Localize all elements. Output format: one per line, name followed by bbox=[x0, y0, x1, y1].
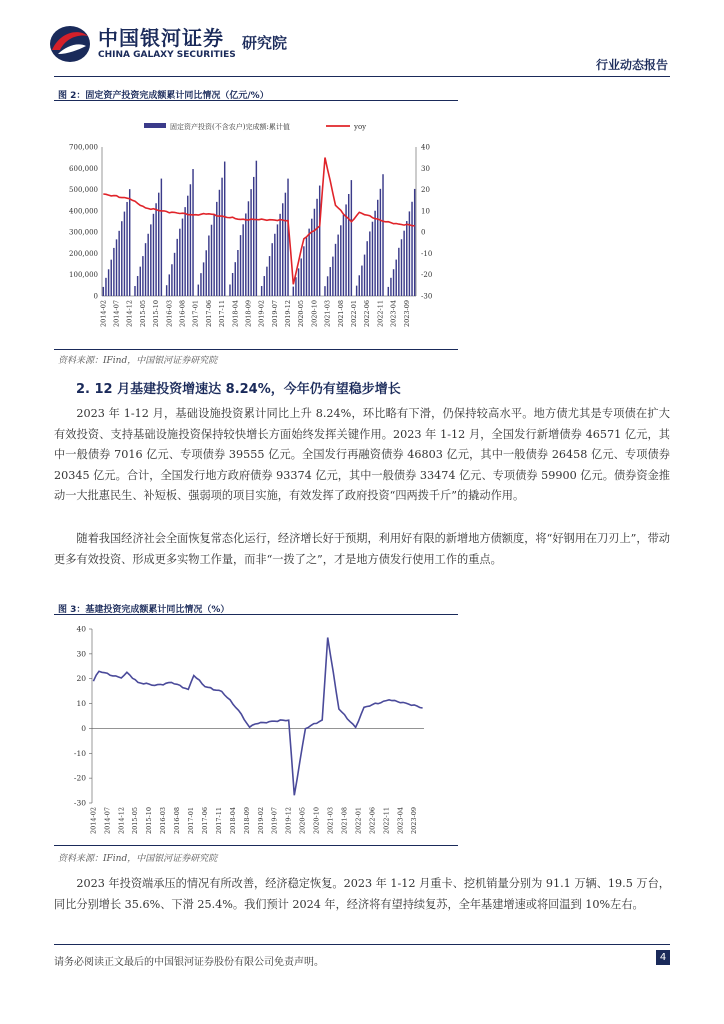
investment-bar bbox=[348, 194, 349, 296]
investment-bar bbox=[256, 161, 257, 296]
right-tick-label: 10 bbox=[421, 207, 430, 216]
investment-bar bbox=[414, 189, 415, 296]
investment-bar bbox=[345, 204, 346, 296]
investment-bar bbox=[248, 201, 249, 296]
x-tick-label: 2020-05 bbox=[297, 300, 306, 328]
investment-bar bbox=[314, 209, 315, 296]
investment-bar bbox=[184, 207, 185, 296]
investment-bar bbox=[153, 214, 154, 296]
investment-bar bbox=[140, 267, 141, 296]
investment-bar bbox=[374, 211, 375, 296]
investment-bar bbox=[145, 243, 146, 296]
investment-bar bbox=[300, 258, 301, 296]
investment-bar bbox=[316, 199, 317, 296]
x-tick-label: 2016-03 bbox=[165, 300, 174, 328]
header-divider bbox=[54, 76, 670, 77]
investment-bar bbox=[274, 234, 275, 296]
left-tick-label: 200,000 bbox=[69, 249, 98, 258]
investment-bar bbox=[213, 214, 214, 296]
investment-bar bbox=[359, 275, 360, 296]
investment-bar bbox=[406, 221, 407, 296]
investment-bar bbox=[337, 235, 338, 296]
left-tick-label: 100,000 bbox=[69, 271, 98, 280]
investment-bar bbox=[129, 189, 130, 296]
left-tick-label: 700,000 bbox=[69, 143, 98, 152]
investment-bar bbox=[116, 239, 117, 296]
x-tick-label: 2021-08 bbox=[340, 807, 349, 835]
figure2-box bbox=[54, 100, 458, 350]
left-tick-label: 600,000 bbox=[69, 164, 98, 173]
investment-bar bbox=[380, 189, 381, 296]
y-tick-label: -10 bbox=[73, 748, 86, 758]
investment-bar bbox=[147, 234, 148, 296]
right-tick-label: -10 bbox=[421, 249, 433, 258]
x-tick-label: 2018-04 bbox=[228, 807, 237, 835]
right-tick-label: -20 bbox=[421, 271, 433, 280]
x-tick-label: 2014-02 bbox=[99, 300, 108, 328]
y-tick-label: 30 bbox=[76, 649, 86, 659]
investment-bar bbox=[293, 287, 294, 296]
investment-bar bbox=[393, 269, 394, 296]
investment-bar bbox=[306, 237, 307, 296]
x-tick-label: 2022-06 bbox=[363, 300, 372, 328]
investment-bar bbox=[108, 269, 109, 296]
y-tick-label: -30 bbox=[73, 798, 86, 808]
investment-bar bbox=[200, 273, 201, 296]
infrastructure-investment-chart bbox=[54, 615, 458, 845]
investment-bar bbox=[155, 203, 156, 296]
x-tick-label: 2019-02 bbox=[256, 807, 265, 835]
investment-bar bbox=[245, 213, 246, 296]
x-tick-label: 2019-12 bbox=[284, 807, 293, 835]
investment-bar bbox=[179, 229, 180, 296]
right-tick-label: 0 bbox=[421, 228, 426, 237]
institute-label: 研究院 bbox=[242, 34, 288, 52]
x-tick-label: 2015-10 bbox=[152, 300, 161, 328]
investment-bar bbox=[126, 202, 127, 296]
x-tick-label: 2017-06 bbox=[204, 300, 213, 328]
y-tick-label: 0 bbox=[81, 723, 86, 733]
investment-bar bbox=[206, 250, 207, 296]
investment-bar bbox=[250, 189, 251, 296]
paragraph-1 bbox=[54, 404, 670, 507]
x-tick-label: 2017-11 bbox=[214, 807, 223, 835]
x-tick-label: 2017-01 bbox=[191, 300, 200, 328]
company-logo bbox=[48, 22, 308, 66]
x-tick-label: 2014-07 bbox=[112, 300, 121, 328]
right-tick-label: 30 bbox=[421, 164, 430, 173]
investment-bar bbox=[182, 219, 183, 296]
x-tick-label: 2022-06 bbox=[368, 807, 377, 835]
x-tick-label: 2022-11 bbox=[382, 807, 391, 835]
paragraph-1-text: 2023 年 1-12 月，基础设施投资累计同比上升 8.24%，环比略有下滑，仍保持较高水平。地方债尤其是专项债在扩大有效投资、支持基础设施投资保持较快增长方面始终发挥关键作用。2023 年 1-12 月，全国发行新增债券 46571 亿元，其中一般债券 7016 亿元、专项债券 39555 亿元。全国发行再融资债券 46803 亿元，其中一般债券 26458 亿元、专项债券 20345 亿元。合计，全国发行地方政府债券 93374 亿元，其中一般债券 33474 亿元、专项债券 59900 亿元。债券资金推动一大批惠民生、补短板、强弱项的项目实施，有效发挥了政府投资“四两拨千斤”的撬动作用。 bbox=[54, 407, 670, 502]
x-tick-label: 2020-10 bbox=[312, 807, 321, 835]
investment-bar bbox=[298, 268, 299, 296]
investment-bar bbox=[388, 287, 389, 296]
investment-bar bbox=[271, 243, 272, 296]
investment-bar bbox=[266, 267, 267, 296]
figure2-title: 图 2：固定资产投资完成额累计同比情况（亿元/%） bbox=[58, 91, 269, 101]
x-tick-label: 2016-08 bbox=[178, 300, 187, 328]
investment-bar bbox=[208, 235, 209, 296]
x-tick-label: 2023-09 bbox=[410, 807, 419, 835]
x-tick-label: 2016-03 bbox=[159, 807, 168, 835]
left-tick-label: 300,000 bbox=[69, 228, 98, 237]
investment-bar bbox=[361, 266, 362, 296]
x-tick-label: 2021-08 bbox=[336, 300, 345, 328]
fixed-asset-investment-chart bbox=[54, 101, 458, 349]
x-tick-label: 2017-11 bbox=[218, 300, 227, 328]
investment-bar bbox=[142, 256, 143, 296]
y-tick-label: -20 bbox=[73, 773, 86, 783]
investment-bar bbox=[187, 196, 188, 296]
investment-bar bbox=[174, 253, 175, 296]
investment-bar bbox=[190, 184, 191, 296]
investment-bar bbox=[192, 169, 193, 296]
investment-bar bbox=[340, 225, 341, 296]
figure3-title: 图 3：基建投资完成额累计同比情况（%） bbox=[58, 605, 230, 615]
investment-bar bbox=[221, 178, 222, 296]
x-tick-label: 2020-05 bbox=[298, 807, 307, 835]
investment-bar bbox=[332, 257, 333, 296]
investment-bar bbox=[327, 276, 328, 296]
investment-bar bbox=[351, 180, 352, 296]
footer-divider bbox=[54, 944, 670, 945]
x-tick-label: 2021-03 bbox=[326, 807, 335, 835]
figure2-source: 资料来源：IFind，中国银河证券研究院 bbox=[58, 356, 218, 366]
investment-bar bbox=[113, 248, 114, 296]
x-tick-label: 2023-09 bbox=[402, 300, 411, 328]
x-tick-label: 2023-04 bbox=[389, 300, 398, 328]
galaxy-logo-icon bbox=[48, 24, 92, 64]
figure3-source: 资料来源：IFind，中国银河证券研究院 bbox=[58, 854, 218, 864]
left-tick-label: 0 bbox=[93, 292, 98, 301]
x-tick-label: 2014-12 bbox=[117, 807, 126, 835]
investment-bar bbox=[398, 248, 399, 296]
investment-bar bbox=[169, 274, 170, 296]
x-tick-label: 2014-12 bbox=[125, 300, 134, 328]
investment-bar bbox=[158, 193, 159, 296]
x-tick-label: 2021-03 bbox=[323, 300, 332, 328]
logo-chinese-name: 中国银河证券 bbox=[98, 26, 224, 50]
investment-bar bbox=[237, 250, 238, 296]
x-tick-label: 2016-08 bbox=[173, 807, 182, 835]
investment-bar bbox=[303, 246, 304, 296]
infra-yoy-line bbox=[93, 638, 422, 796]
investment-bar bbox=[282, 203, 283, 296]
investment-bar bbox=[324, 286, 325, 296]
investment-bar bbox=[211, 225, 212, 296]
investment-bar bbox=[369, 231, 370, 296]
investment-bar bbox=[390, 278, 391, 296]
x-tick-label: 2019-12 bbox=[284, 300, 293, 328]
investment-bar bbox=[330, 267, 331, 296]
figure3-box bbox=[54, 614, 458, 846]
investment-bar bbox=[111, 260, 112, 296]
investment-bar bbox=[203, 262, 204, 296]
investment-bar bbox=[253, 177, 254, 296]
footer-disclaimer: 请务必阅读正文最后的中国银河证券股份有限公司免责声明。 bbox=[54, 957, 324, 968]
x-tick-label: 2018-09 bbox=[242, 807, 251, 835]
paragraph-2 bbox=[54, 529, 670, 570]
x-tick-label: 2017-06 bbox=[200, 807, 209, 835]
investment-bar bbox=[235, 262, 236, 296]
left-tick-label: 500,000 bbox=[69, 186, 98, 195]
investment-bar bbox=[134, 286, 135, 296]
investment-bar bbox=[411, 202, 412, 296]
investment-bar bbox=[356, 286, 357, 296]
investment-bar bbox=[285, 193, 286, 296]
investment-bar bbox=[161, 179, 162, 296]
investment-bar bbox=[395, 260, 396, 296]
investment-bar bbox=[171, 264, 172, 296]
investment-bar bbox=[311, 219, 312, 296]
paragraph-3-text: 2023 年投资端承压的情况有所改善，经济稳定恢复。2023 年 1-12 月重卡、挖机销量分别为 91.1 万辆、19.5 万台，同比分别增长 35.6%、下滑 25.4%。我们预计 2024 年，经济将有望持续复苏，全年基建增速或将回温到 10%左右。 bbox=[54, 877, 670, 911]
investment-bar bbox=[308, 229, 309, 296]
investment-bar bbox=[335, 244, 336, 296]
investment-bar bbox=[366, 241, 367, 296]
legend-bar-label: 固定资产投资(不含农户)完成额:累计值 bbox=[170, 123, 290, 131]
investment-bar bbox=[176, 239, 177, 296]
x-tick-label: 2019-07 bbox=[270, 300, 279, 328]
investment-bar bbox=[401, 239, 402, 296]
investment-bar bbox=[150, 224, 151, 296]
investment-bar bbox=[137, 276, 138, 296]
x-tick-label: 2023-04 bbox=[396, 807, 405, 835]
investment-bar bbox=[295, 277, 296, 296]
investment-bar bbox=[118, 231, 119, 296]
x-tick-label: 2022-01 bbox=[354, 807, 363, 835]
investment-bar bbox=[264, 276, 265, 296]
x-tick-label: 2018-04 bbox=[231, 300, 240, 328]
page-number: 4 bbox=[656, 950, 670, 965]
investment-bar bbox=[232, 273, 233, 296]
investment-bar bbox=[103, 287, 104, 296]
investment-bar bbox=[242, 224, 243, 296]
x-tick-label: 2015-05 bbox=[131, 807, 140, 835]
y-tick-label: 10 bbox=[76, 699, 86, 709]
right-tick-label: 20 bbox=[421, 186, 430, 195]
x-tick-label: 2014-07 bbox=[103, 807, 112, 835]
y-tick-label: 20 bbox=[76, 674, 86, 684]
investment-bar bbox=[377, 200, 378, 296]
investment-bar bbox=[240, 235, 241, 296]
report-type: 行业动态报告 bbox=[595, 58, 668, 72]
paragraph-2-text: 随着我国经济社会全面恢复常态化运行，经济增长好于预期，利用好有限的新增地方债额度，将“好钢用在刀刃上”，带动更多有效投资、形成更多实物工作量，而非“一拨了之”，才是地方债发行使用工作的重点。 bbox=[54, 532, 670, 566]
x-tick-label: 2019-07 bbox=[270, 807, 279, 835]
paragraph-3 bbox=[54, 874, 670, 915]
x-tick-label: 2020-10 bbox=[310, 300, 319, 328]
investment-bar bbox=[364, 255, 365, 296]
investment-bar bbox=[287, 179, 288, 296]
investment-bar bbox=[105, 278, 106, 296]
legend-bar-swatch bbox=[144, 123, 166, 128]
x-tick-label: 2022-01 bbox=[349, 300, 358, 328]
investment-bar bbox=[279, 214, 280, 296]
investment-bar bbox=[224, 162, 225, 296]
right-tick-label: -30 bbox=[421, 292, 433, 301]
section-heading: 2. 12 月基建投资增速达 8.24%，今年仍有望稳步增长 bbox=[76, 382, 401, 397]
left-tick-label: 400,000 bbox=[69, 207, 98, 216]
right-tick-label: 40 bbox=[421, 143, 430, 152]
investment-bar bbox=[124, 212, 125, 296]
investment-bar bbox=[198, 285, 199, 296]
investment-bar bbox=[343, 215, 344, 296]
x-tick-label: 2014-02 bbox=[89, 807, 98, 835]
investment-bar bbox=[219, 190, 220, 296]
investment-bar bbox=[121, 221, 122, 296]
y-tick-label: 40 bbox=[76, 624, 86, 634]
x-tick-label: 2018-09 bbox=[244, 300, 253, 328]
investment-bar bbox=[166, 285, 167, 296]
investment-bar bbox=[372, 222, 373, 296]
yoy-line bbox=[103, 158, 414, 285]
investment-bar bbox=[319, 186, 320, 296]
x-tick-label: 2019-02 bbox=[257, 300, 266, 328]
x-tick-label: 2015-05 bbox=[138, 300, 147, 328]
x-tick-label: 2017-01 bbox=[187, 807, 196, 835]
investment-bar bbox=[382, 174, 383, 296]
x-tick-label: 2022-11 bbox=[376, 300, 385, 328]
x-tick-label: 2015-10 bbox=[145, 807, 154, 835]
investment-bar bbox=[229, 284, 230, 296]
logo-english-name: CHINA GALAXY SECURITIES bbox=[98, 50, 236, 60]
investment-bar bbox=[269, 256, 270, 296]
legend-line-label: yoy bbox=[354, 123, 367, 131]
investment-bar bbox=[277, 224, 278, 296]
investment-bar bbox=[261, 286, 262, 296]
investment-bar bbox=[403, 231, 404, 296]
